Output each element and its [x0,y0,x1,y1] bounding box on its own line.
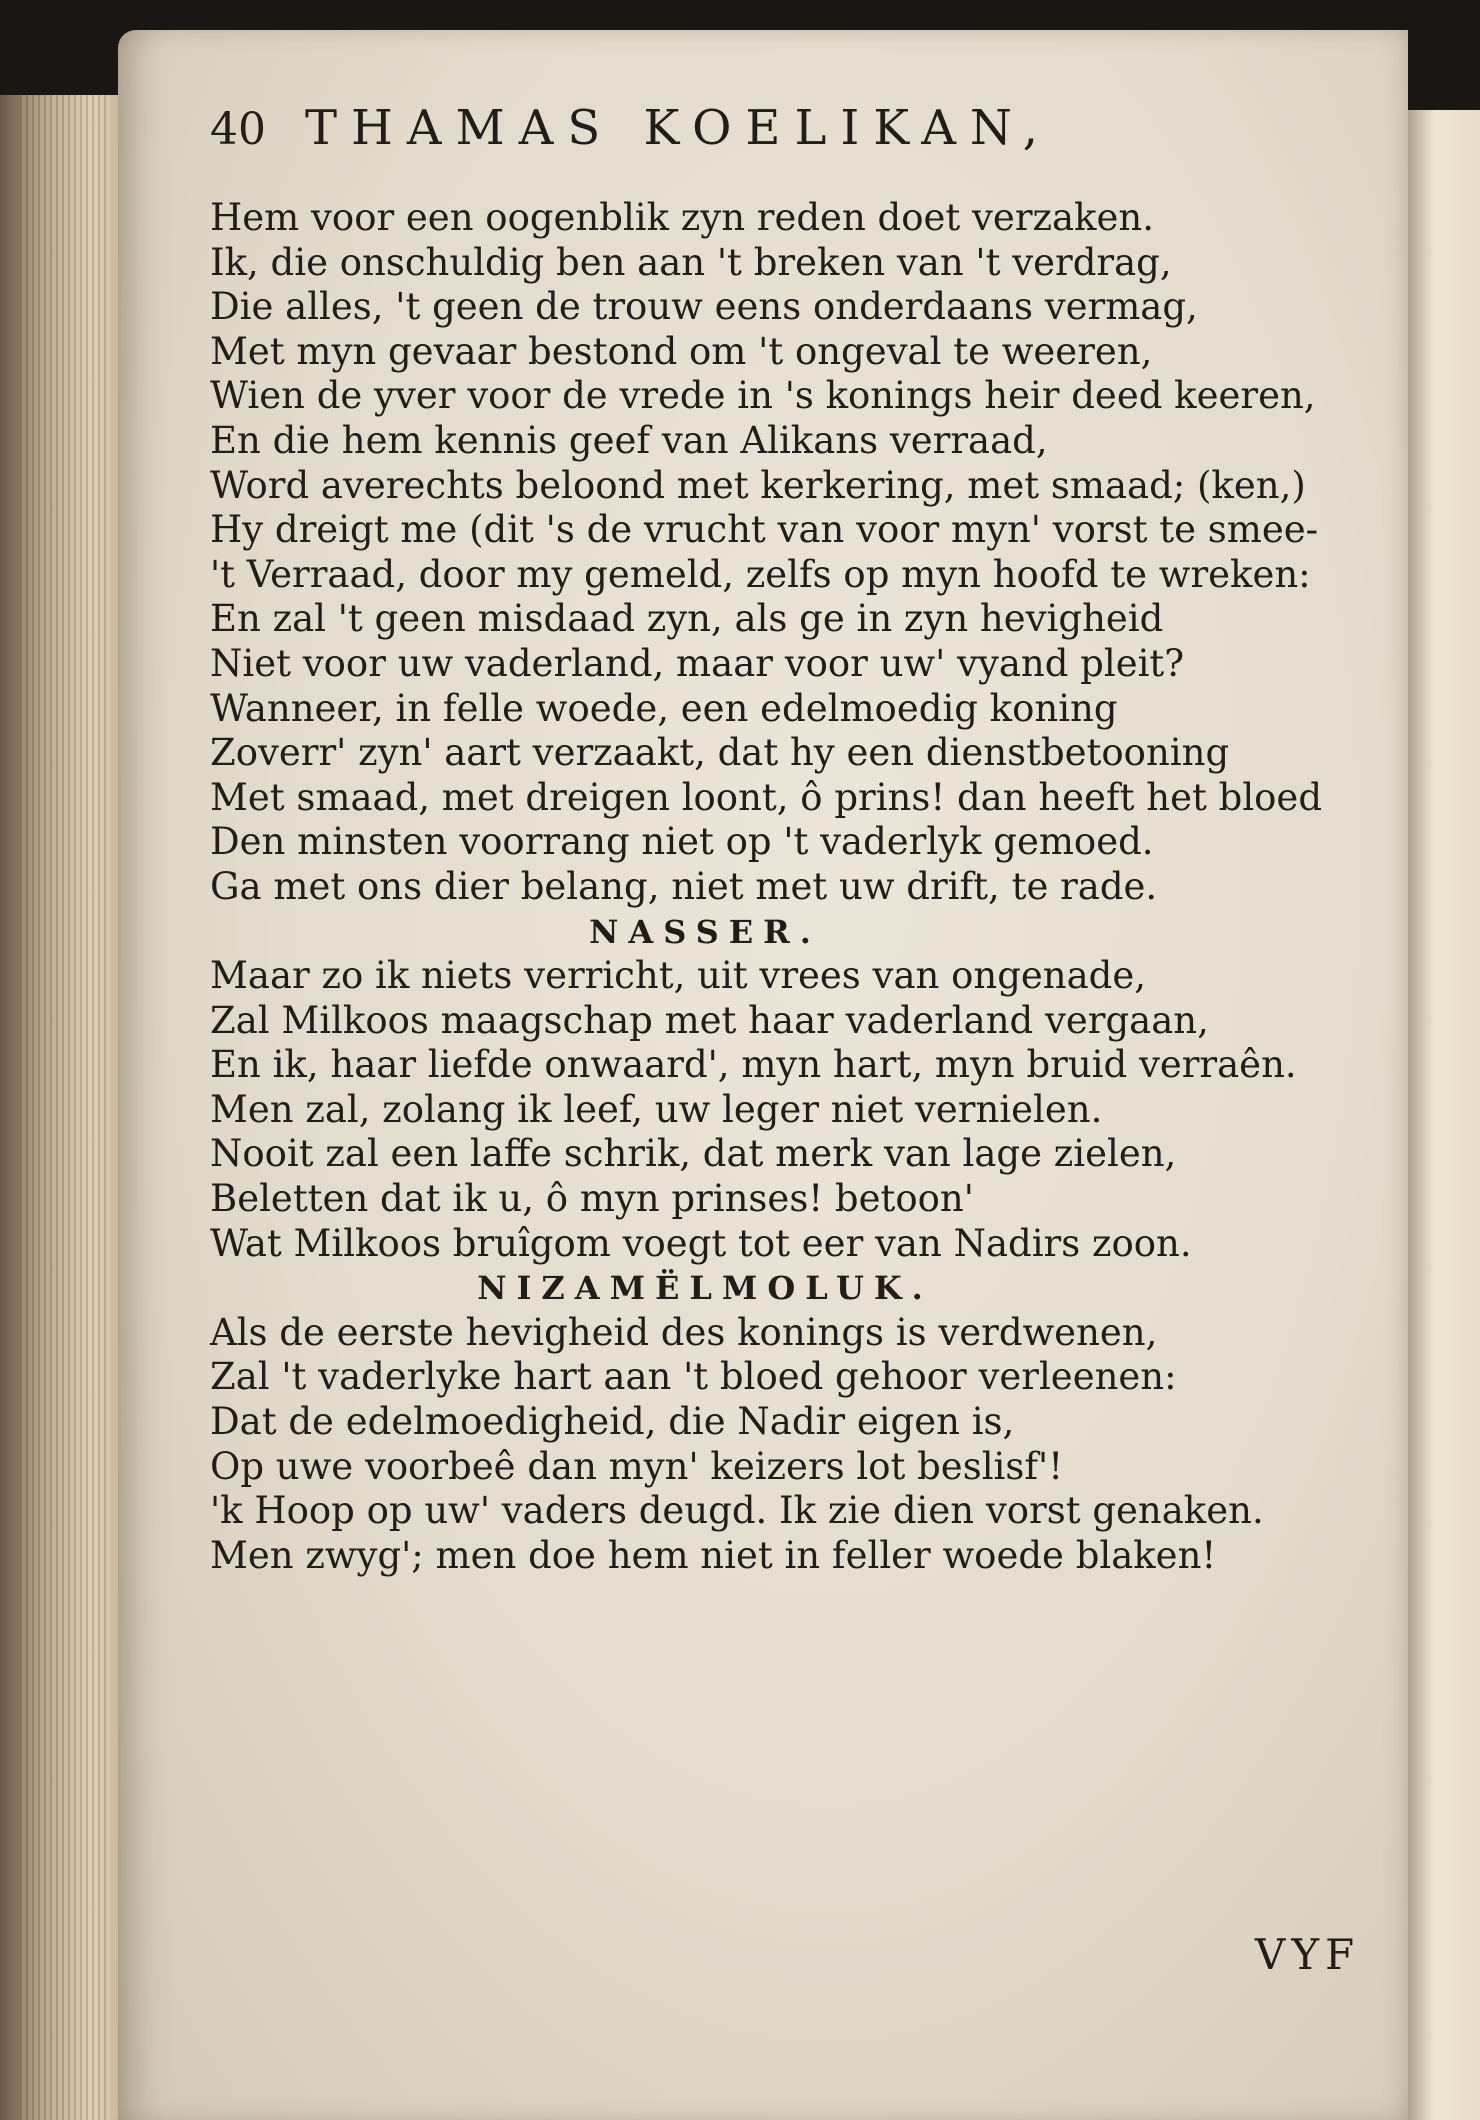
verse-line: Dat de edelmoedigheid, die Nadir eigen is, [210,1400,1015,1444]
verse-line: Op uwe voorbeê dan myn' keizers lot beslisf'! [210,1444,1064,1488]
catchword: VYF [1255,1930,1361,1979]
verse-line: Nooit zal een laffe schrik, dat merk van lage zielen, [210,1132,1177,1176]
verse-block-3 [210,1311,1400,1579]
page-number: 40 [210,104,266,155]
verse-line: Wanneer, in felle woede, een edelmoedig koning [210,686,1118,730]
verse-line: Ga met ons dier belang, niet met uw drift, te rade. [210,864,1158,908]
verse-block-2 [210,954,1400,1266]
verse-line: En die hem kennis geef van Alikans verraad, [210,418,1048,462]
verse-line: Zal Milkoos maagschap met haar vaderland vergaan, [210,998,1209,1042]
page-header [210,100,1400,196]
verse-line: En ik, haar liefde onwaard', myn hart, myn bruid verraên. [210,1043,1297,1087]
page-content [210,100,1400,1578]
verse-line: Als de eerste hevigheid des konings is verdwenen, [210,1310,1158,1354]
running-head: THAMAS KOELIKAN, [305,100,1053,156]
verse-line: En zal 't geen misdaad zyn, als ge in zyn hevigheid [210,597,1164,641]
verse-line: Ik, die onschuldig ben aan 't breken van 't verdrag, [210,240,1172,284]
verse-line: Met smaad, met dreigen loont, ô prins! dan heeft het bloed [210,775,1323,819]
verse-line: Men zal, zolang ik leef, uw leger niet vernielen. [210,1087,1103,1131]
verse-line: Die alles, 't geen de trouw eens onderdaans vermag, [210,285,1198,329]
verse-line: Niet voor uw vaderland, maar voor uw' vyand pleit? [210,641,1185,685]
speaker-heading-nizamelmoluk: NIZAMËLMOLUK. [477,1269,933,1308]
verse-line: Men zwyg'; men doe hem niet in feller woede blaken! [210,1533,1217,1577]
verse-line: Hy dreigt me (dit 's de vrucht van voor myn' vorst te smee- [210,508,1319,552]
verse-line: 't Verraad, door my gemeld, zelfs op myn hoofd te wreken: [210,552,1311,596]
verse-line: Wat Milkoos bruîgom voegt tot eer van Nadirs zoon. [210,1221,1192,1265]
verse-line: 'k Hoop op uw' vaders deugd. Ik zie dien vorst genaken. [210,1489,1264,1533]
verse-block-1 [210,196,1400,910]
verse-line: Maar zo ik niets verricht, uit vrees van ongenade, [210,954,1147,998]
verse-line: Hem voor een oogenblik zyn reden doet verzaken. [210,196,1154,239]
verse-line: Zoverr' zyn' aart verzaakt, dat hy een dienstbetooning [210,731,1230,775]
verse-line: Wien de yver voor de vrede in 's konings heir deed keeren, [210,374,1316,418]
verse-line: Beletten dat ik u, ô myn prinses! betoon' [210,1177,974,1221]
verse-line: Den minsten voorrang niet op 't vaderlyk gemoed. [210,820,1154,864]
verse-line: Zal 't vaderlyke hart aan 't bloed gehoor verleenen: [210,1355,1177,1399]
facing-page-edge [1405,110,1480,2120]
verse-line: Word averechts beloond met kerkering, met smaad; (ken,) [210,463,1306,507]
verse-line: Met myn gevaar bestond om 't ongeval te weeren, [210,329,1153,373]
speaker-heading-nasser: NASSER. [589,912,821,951]
